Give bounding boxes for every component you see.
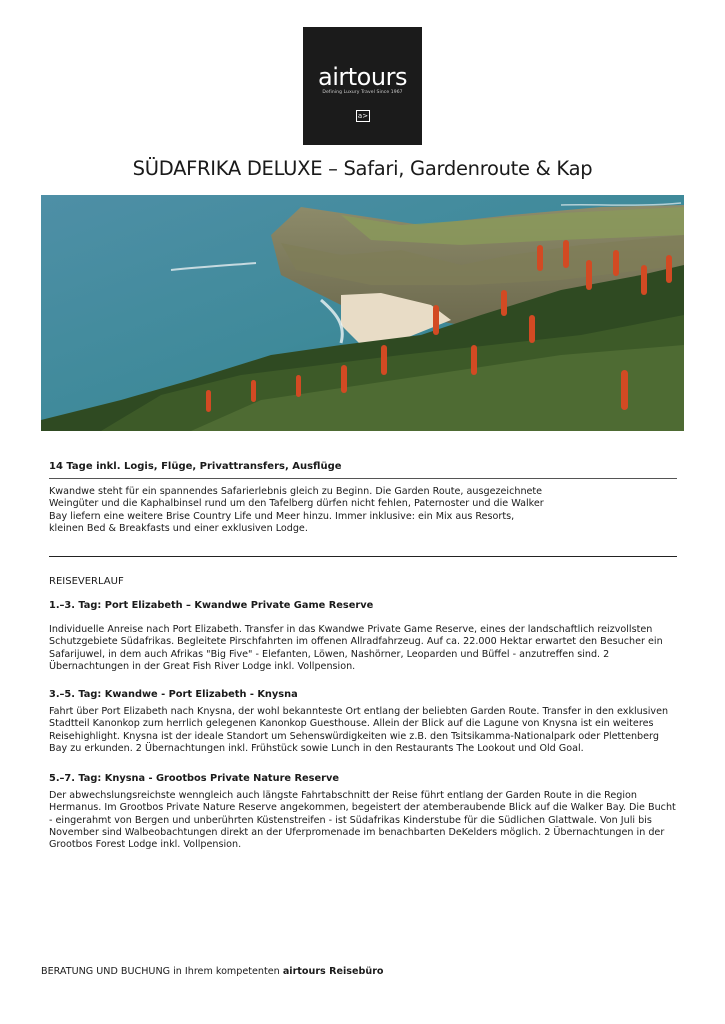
hero-image [41, 195, 684, 431]
itinerary-heading: REISEVERLAUF [49, 576, 124, 587]
day-title: 1.–3. Tag: Port Elizabeth – Kwandwe Private Game Reserve [49, 600, 374, 611]
footer-note [41, 966, 384, 977]
day-title: 5.–7. Tag: Knysna - Grootbos Private Nature Reserve [49, 773, 340, 784]
day-title: 3.–5. Tag: Kwandwe - Port Elizabeth - Knysna [49, 689, 298, 700]
footer-prefix: BERATUNG UND BUCHUNG in Ihrem kompetenten [41, 966, 283, 977]
intro-paragraph: Kwandwe steht für ein spannendes Safarierlebnis gleich zu Beginn. Die Garden Route, ausgezeichnete Weingüter und die Kaphalbinsel rund um den Tafelberg dürfen nicht fehlen, Paternoster und die Walker Bay liefern eine weitere Brise Country Life und Meer hinzu. Immer inklusive: ein Mix aus Resorts, kleinen Bed & Breakfasts und einer exklusiven Lodge. [49, 486, 544, 535]
trip-summary: 14 Tage inkl. Logis, Flüge, Privattransfers, Ausflüge [49, 461, 342, 472]
day-description: Individuelle Anreise nach Port Elizabeth. Transfer in das Kwandwe Private Game Reserve, eines der landschaftlich reizvollsten Schutzgebiete Südafrikas. Begleitete Pirschfahrten im offenen Allradfahrzeug. Auf ca. 22.000 Hektar erwartet den Besucher ein Safarijuwel, in dem auch Afrikas "Big Five" - Elefanten, Löwen, Nashörner, Leoparden und Büffel - anzutreffen sind. 2 Übernachtungen in der Great Fish River Lodge inkl. Vollpension. [49, 624, 663, 672]
divider [49, 478, 677, 479]
day-description: Der abwechslungsreichste wenngleich auch längste Fahrtabschnitt der Reise führt entlang der Garden Route in die Region Hermanus. Im Grootbos Private Nature Reserve angekommen, begeistert der atemberaubende Blick auf die Walker Bay. Die Bucht - eingerahmt von Bergen und unberührten Küstenstreifen - ist Südafrikas Kinderstube für die Südlichen Glattwale. Von Juli bis November sind Walbeobachtungen direkt an der Uferpromenade im benachbarten DeKelders möglich. 2 Übernachtungen in der Grootbos Forest Lodge inkl. Vollpension. [49, 790, 676, 851]
footer-brand: airtours Reisebüro [282, 966, 384, 977]
divider [49, 556, 677, 557]
logo-mark-icon: a> [357, 112, 369, 120]
page-title: SÜDAFRIKA DELUXE – Safari, Gardenroute & Kap [132, 157, 593, 180]
logo-tagline: Defining Luxury Travel Since 1967 [322, 90, 403, 95]
brand-logo [303, 27, 422, 145]
day-description: Fahrt über Port Elizabeth nach Knysna, der wohl bekannteste Ort entlang der beliebten Garden Route. Transfer in den exklusiven Stadtteil Kanonkop zum herrlich gelegenen Kanonkop Guesthouse. Allein der Blick auf die Lagune von Knysna ist ein weiteres Reisehighlight. Knysna ist der ideale Standort um Sehenswürdigkeiten wie z.B. den Tsitsikamma-Nationalpark oder Plettenberg Bay zu erkunden. 2 Übernachtungen inkl. Frühstück sowie Lunch in den Restaurants The Lookout und Old Goal. [49, 706, 669, 754]
logo-wordmark: airtours [318, 63, 407, 91]
